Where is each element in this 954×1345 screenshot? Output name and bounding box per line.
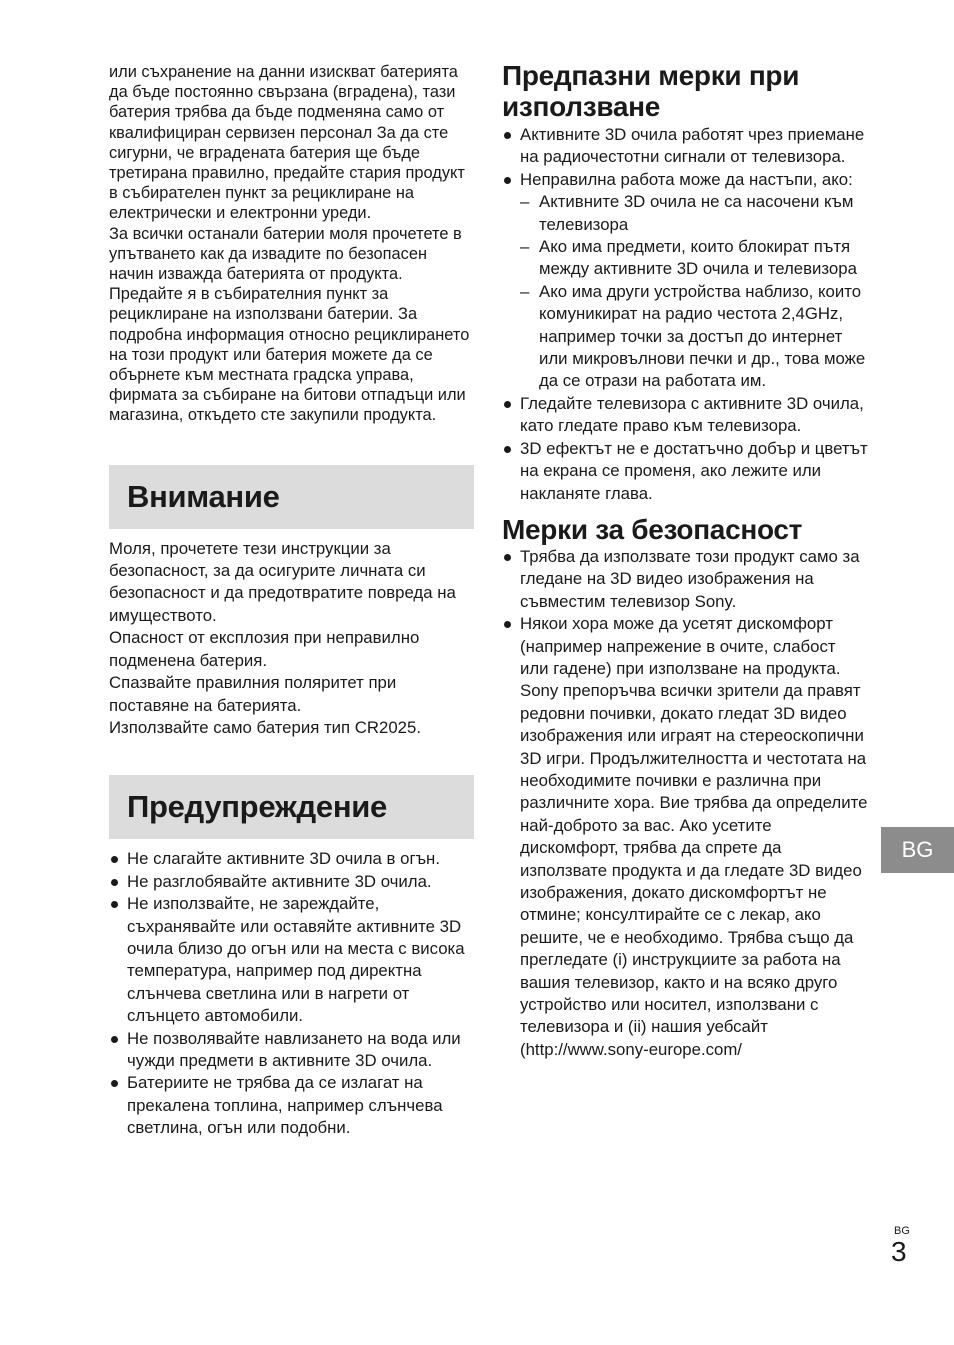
warning-header: [109, 775, 474, 839]
interference-item: – Активните 3D очила не са насочени към телевизора: [520, 191, 868, 236]
interference-item: – Ако има други устройства наблизо, които комуникират на радио честота 2,4GHz, например точки за достъп до интернет или микровълнови печки и др., това може да се отрази на работата им.: [520, 281, 868, 393]
safety-list: [502, 546, 868, 1061]
safety-title: Мерки за безопасност: [502, 513, 803, 545]
caution-body: [109, 538, 474, 740]
warning-item: Не позволявайте навлизането на вода или чужди предмети в активните 3D очила.: [109, 1028, 474, 1073]
precautions-item: Гледайте телевизора с активните 3D очила, като гледате право към телевизора.: [502, 393, 868, 438]
page-number: 3: [891, 1236, 907, 1267]
warning-item: Не използвайте, не зареждайте, съхранявайте или оставяйте активните 3D очила близо до огън или на места с висока температура, например под директна слънчева светлина или в нагрети от слънцето автомобили.: [109, 893, 474, 1027]
warning-item: Батериите не трябва да се излагат на прекалена топлина, например слънчева светлина, огън или подобни.: [109, 1072, 474, 1139]
caution-header: [109, 465, 474, 529]
precautions-item: Активните 3D очила работят чрез приемане на радиочестотни сигнали от телевизора.: [502, 124, 868, 169]
intro-paragraph: За всички останали батерии моля прочетете в упътването как да извадите по безопасен начин изважда батерията от продукта. Предайте я в събирателния пункт за рециклиране на използвани батерии. За подробна информация относно рециклирането на този продукт или батерия можете да се обърнете към местната градска управа, фирмата за събиране на битови отпадъци или магазина, откъдето сте закупили продукта.: [109, 224, 470, 425]
precautions-item: [502, 169, 868, 393]
right-column: [502, 60, 868, 1061]
caution-paragraph: Спазвайте правилния поляритет при поставяне на батерията.: [109, 673, 397, 715]
caution-title: Внимание: [127, 478, 280, 514]
safety-item: Трябва да използвате този продукт само за гледане на 3D видео изображения на съвместим телевизор Sony.: [502, 546, 868, 613]
left-column: [109, 62, 474, 1140]
caution-paragraph: Опасност от експлозия при неправилно подменена батерия.: [109, 628, 420, 670]
intro-paragraph: или съхранение на данни изискват батерията да бъде постоянно свързана (вградена), тази батерия трябва да бъде подменяна само от квалифициран сервизен персонал За да сте сигурни, че вградената батерия ще бъде третирана правилно, предайте стария продукт в събирателен пункт за рециклиране на електрически и електронни уреди.: [109, 63, 465, 223]
precautions-title: Предпазни мерки при използване: [502, 60, 800, 122]
interference-list: [520, 191, 868, 393]
warning-item: Не слагайте активните 3D очила в огън.: [109, 848, 474, 870]
language-tab: BG: [881, 827, 954, 873]
caution-paragraph: Моля, прочетете тези инструкции за безопасност, за да осигурите личната си безопасност и да предотвратите повреда на имуществото.: [109, 538, 456, 625]
precautions-item: 3D ефектът не е достатъчно добър и цветът на екрана се променя, ако лежите или накланяте глава.: [502, 438, 868, 505]
warning-item: Не разглобявайте активните 3D очила.: [109, 871, 474, 893]
caution-paragraph: Използвайте само батерия тип CR2025.: [109, 717, 421, 737]
warning-list: [109, 848, 474, 1139]
precautions-list: [502, 124, 868, 505]
page-language-label: BG: [894, 1225, 910, 1237]
precautions-item-text: Неправилна работа може да настъпи, ако:: [520, 169, 853, 189]
safety-item: Някои хора може да усетят дискомфорт (например напрежение в очите, слабост или гадене) при използване на продукта. Sony препоръчва всички зрители да правят редовни почивки, докато гледат 3D видео изображения или играят на стереоскопични 3D игри. Продължителността и честотата на необходимите почивки е различна при различните хора. Вие трябва да определите най-доброто за вас. Ако усетите дискомфорт, трябва да спрете да използвате продукта и да гледате 3D видео изображения, докато дискомфортът не отмине; консултирайте се с лекар, ако решите, че е необходимо. Трябва също да прегледате (i) инструкциите за работа на вашия телевизор, както и на всяко друго устройство или носител, използвани с телевизора и (ii) нашия уебсайт (http://www.sony-europe.com/: [502, 613, 868, 1061]
warning-title: Предупреждение: [127, 789, 387, 825]
interference-item: – Ако има предмети, които блокират пътя между активните 3D очила и телевизора: [520, 236, 868, 281]
